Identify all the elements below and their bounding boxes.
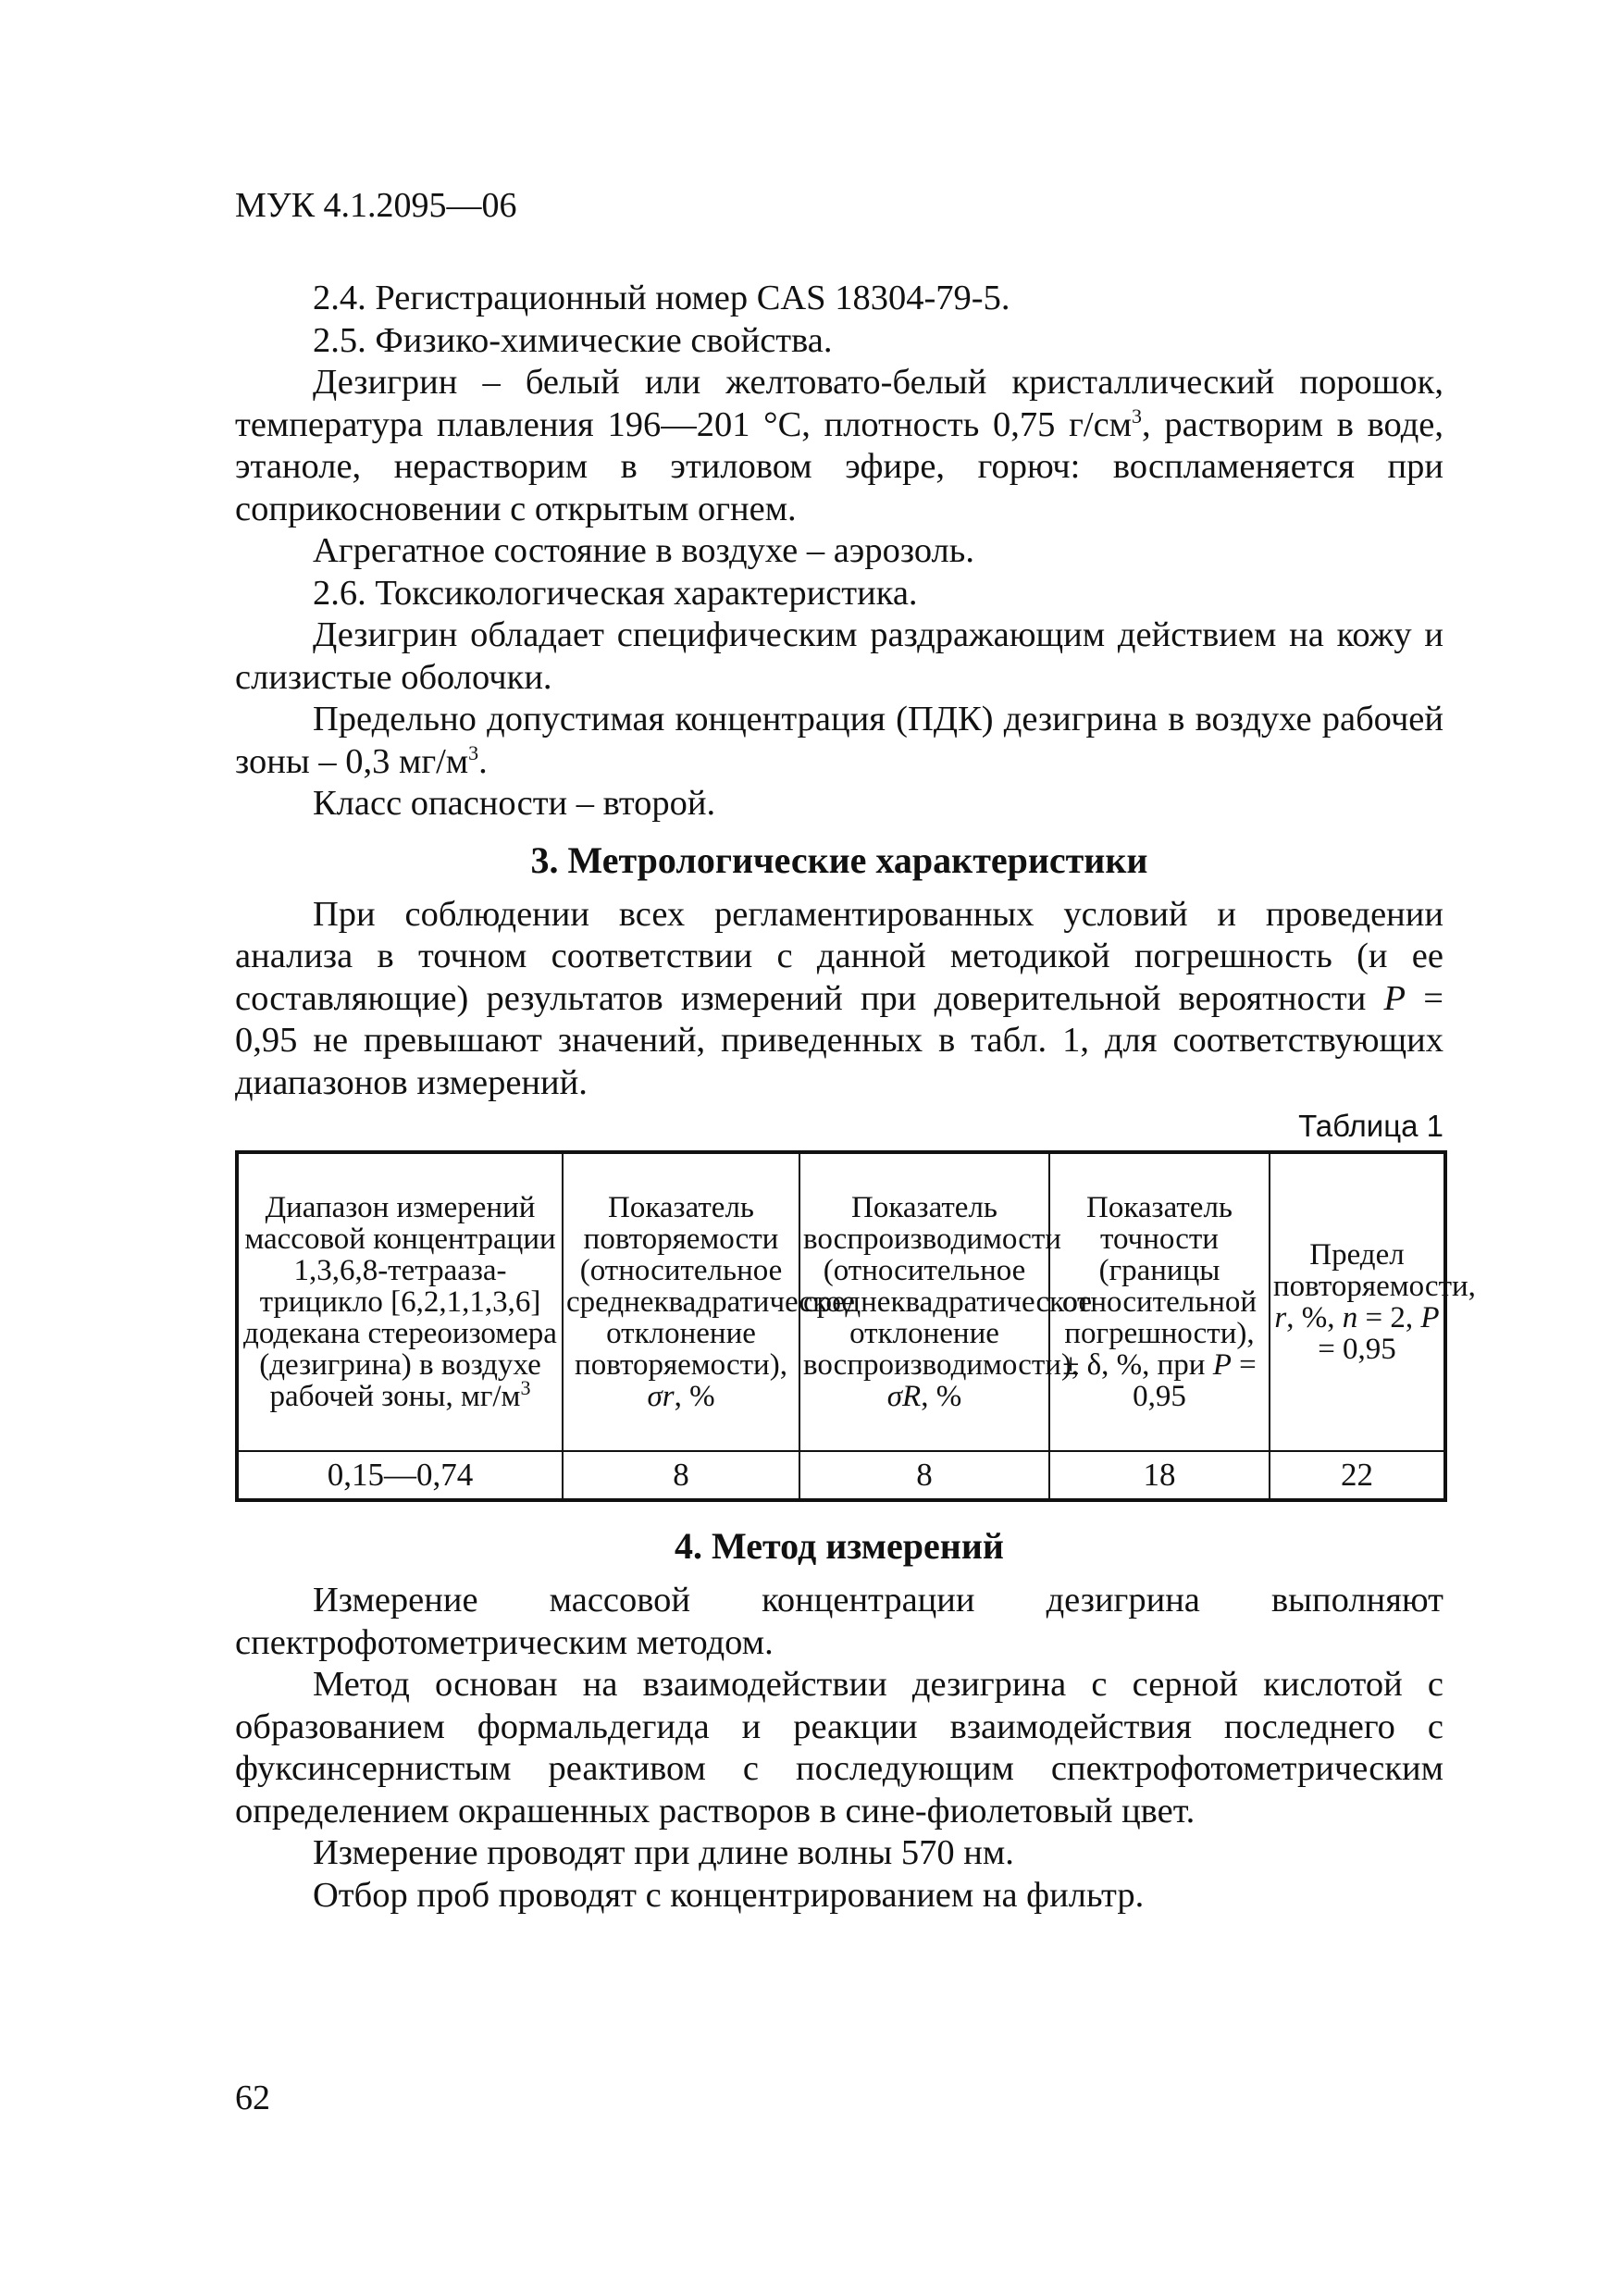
document-body xyxy=(235,278,1476,1917)
header-reproducibility: Показатель воспроизводимости (относительное среднеквадратическое отклонение воспроизводимости), σR, % xyxy=(799,1152,1049,1451)
paragraph-properties-heading: 2.5. Физико-химические свойства. xyxy=(313,320,833,360)
header-range: Диапазон измерений массовой концентрации 1,3,6,8-тетрааза-трицикло [6,2,1,1,3,6] додекана стереоизомера (дезигрина) в воздухе рабочей зоны, $мг/м^3$ xyxy=(237,1152,563,1451)
section-4 xyxy=(235,1520,1443,1917)
paragraph-physical-properties: Дезигрин – белый или желтовато-белый кристаллический порошок, температура плавления 196—201 °С, плотность 0,75 $г/см^3$, растворим в воде, этаноле, нерастворим в этиловом эфире, горюч: воспламеняется при соприкосновении с открытым огнем. xyxy=(235,363,1443,528)
table-row xyxy=(237,1451,1445,1500)
header-repeatability: Показатель повторяемости (относительное среднеквадратическое отклонение повторяемости), σr, % xyxy=(563,1152,799,1451)
section-3-text: При соблюдении всех регламентированных условий и проведении анализа в точном соответствии с данной методикой погрешность (и ее составляющие) результатов измерений при доверительной вероятности P = 0,95 не превышают значений, приведенных в табл. 1, для соответствующих диапазонов измерений. xyxy=(235,894,1443,1102)
table-caption: Таблица 1 xyxy=(1298,1109,1443,1143)
section-4-p1: Измерение массовой концентрации дезигрина выполняют спектрофотометрическим методом. xyxy=(235,1581,1443,1662)
paragraph-toxicology-heading: 2.6. Токсикологическая характеристика. xyxy=(313,573,918,613)
cell-repeatability-limit: 22 xyxy=(1270,1451,1445,1500)
paragraph-toxicology: Дезигрин обладает специфическим раздражающим действием на кожу и слизистые оболочки. xyxy=(235,615,1443,697)
table-header-row xyxy=(237,1152,1445,1451)
section-4-p2: Метод основан на взаимодействии дезигрина с серной кислотой с образованием формальдегида и реакции взаимодействия последнего с фуксинсернистым реактивом с последующим спектрофотометрическим определением окрашенных растворов в сине-фиолетовый цвет. xyxy=(235,1665,1443,1831)
paragraph-hazard-class: Класс опасности – второй. xyxy=(313,784,716,823)
section-3-title: 3. Метрологические характеристики xyxy=(530,838,1148,881)
paragraph-aggregate-state: Агрегатное состояние в воздухе – аэрозоль. xyxy=(313,531,974,570)
section-4-p3: Измерение проводят при длине волны 570 нм. xyxy=(313,1833,1014,1872)
cell-reproducibility: 8 xyxy=(799,1451,1049,1500)
cell-repeatability: 8 xyxy=(563,1451,799,1500)
paragraph-cas: 2.4. Регистрационный номер CAS 18304-79-5. xyxy=(313,279,1010,317)
cell-accuracy: 18 xyxy=(1049,1451,1270,1500)
metrology-table xyxy=(235,1150,1476,1502)
page-number: 62 xyxy=(235,2079,270,2117)
header-accuracy: Показатель точности (границы относительной погрешности), ± δ, %, при P = 0,95 xyxy=(1049,1152,1270,1451)
header-repeatability-limit: Предел повторяемости, r, %, n = 2, P = 0,95 xyxy=(1270,1152,1445,1451)
section-4-title: 4. Метод измерений xyxy=(675,1525,1004,1567)
document-header: МУК 4.1.2095—06 xyxy=(235,186,517,225)
section-4-p4: Отбор проб проводят с концентрированием на фильтр. xyxy=(313,1875,1145,1915)
paragraph-pdk: Предельно допустимая концентрация (ПДК) дезигрина в воздухе рабочей зоны – 0,3 $мг/м^3$. xyxy=(235,700,1443,781)
cell-range: 0,15—0,74 xyxy=(237,1451,563,1500)
